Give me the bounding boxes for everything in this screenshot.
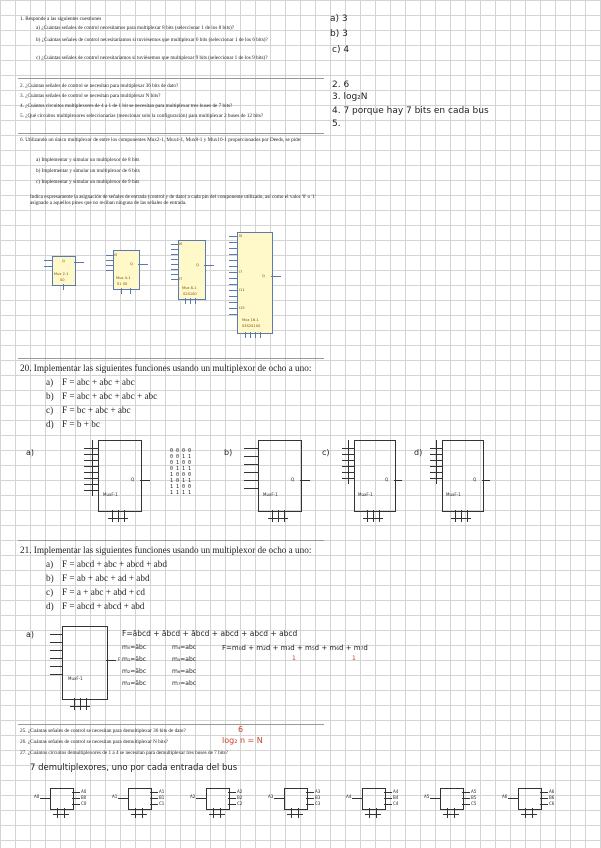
demux-select-bus (287, 814, 303, 815)
demux-output-label: A6 (549, 789, 555, 794)
demux-output-label: C2 (237, 801, 243, 806)
demux-output-line (540, 804, 548, 805)
answer-3: 3. log₂N (332, 92, 368, 102)
demux-output-line (150, 798, 158, 799)
demux-select-bus (521, 814, 537, 815)
demux-output-line (228, 804, 236, 805)
q1-text: 1. Responde a las siguientes cuestiones (20, 16, 102, 22)
demux-output-label: A5 (471, 789, 477, 794)
work21-out: F (118, 657, 121, 662)
q6a-text: a) Implementar y simular un multiplexor de 8 bits (36, 157, 140, 163)
work21-sum: F=m₀d + m₂d + m₃d + m₅d + m₆d + m₇d (222, 644, 368, 652)
mux8-1-q: Q (196, 263, 199, 267)
demux-select-bus (443, 814, 459, 815)
demux-input-line (118, 798, 128, 799)
truth-row: 0 1 0 0 (170, 460, 192, 466)
demux-output-label: C5 (471, 801, 477, 806)
mux16-1-i0: I0 (239, 234, 243, 238)
demux-select-line (298, 808, 299, 818)
truth-row: 0 0 1 1 (170, 454, 192, 460)
demux-box (518, 788, 542, 810)
mux2-1-label: Mux 2-1 (54, 272, 69, 276)
s21-a-label: a) (46, 559, 54, 569)
separator (18, 358, 324, 359)
demux-output-line (72, 804, 80, 805)
demux-output-label: A4 (393, 789, 399, 794)
demux-output-label: C6 (549, 801, 555, 806)
demux-output-line (462, 792, 470, 793)
q6b-text: b) Implementar y simular un multiplexor de 6 bits (36, 168, 140, 174)
separator (18, 724, 324, 725)
demux-output-label: B4 (393, 795, 399, 800)
s20-a-label: a) (46, 377, 54, 387)
demux-input-line (352, 798, 362, 799)
demux-select-line (213, 808, 214, 818)
demux-box (206, 788, 230, 810)
demux-select-bus (53, 814, 69, 815)
mux8-1-i7: I7 (179, 277, 183, 281)
demux-select-line (525, 808, 526, 818)
mux8-1-sel: S2S1S0 (183, 292, 197, 296)
mux16-1-i7: I7 (239, 270, 243, 274)
s20-fd: F = b + bc (62, 419, 100, 429)
demux-output-line (72, 792, 80, 793)
demux-output-label: A0 (81, 789, 87, 794)
a26-text: log₂ n = N (222, 736, 263, 745)
answer-c: c) 4 (332, 45, 350, 55)
mux16-1-q: Q (262, 274, 265, 278)
separator (18, 540, 324, 541)
s21-fb: F = ab + abc + ad + abd (62, 573, 150, 583)
truth-row: 1 1 0 0 (170, 484, 192, 490)
diag20-d-name: MuxF-1 (446, 492, 461, 497)
demux-select-line (369, 808, 370, 818)
mux4-1-label: Mux 4-1 (116, 276, 131, 280)
diag20-d-label: d) (414, 448, 423, 457)
diag20-a-mux (98, 440, 142, 512)
diag20-d-mux (442, 440, 484, 512)
mux8-1-i0: I0 (179, 242, 183, 246)
diag20-c-name: MuxF-1 (358, 492, 373, 497)
q4-text: 4. ¿Cuántos circuitos multiplexores de 4 a 1 de 1 bit se necesitan para multiplexar tres buses de 7 bits? (20, 103, 233, 109)
s21-fd: F = abcd + abcd + abd (62, 601, 145, 611)
mux2-1-sel: S0 (60, 278, 65, 282)
work21-m6: m₆=abc (172, 668, 197, 675)
diag20-c-label: c) (322, 448, 330, 457)
demux-output-line (462, 804, 470, 805)
demux-output-line (228, 792, 236, 793)
demux-input-label: A2 (190, 794, 196, 799)
demux-input-label: A5 (424, 794, 430, 799)
s21-b-label: b) (46, 573, 54, 583)
separator (18, 78, 324, 79)
section20-title: 20. Implementar las siguientes funciones usando un multiplexor de ocho a uno: (20, 363, 312, 373)
demux-select-bus (365, 814, 381, 815)
work21-mark: 1 (352, 655, 356, 662)
diag20-c-mux (354, 440, 396, 512)
demux-output-label: A2 (237, 789, 243, 794)
mux16-1-sel: S3S2S1S0 (242, 324, 261, 328)
demux-output-label: C0 (81, 801, 87, 806)
work21-mark: 1 (292, 655, 296, 662)
work21-m2: m₂=ābc (122, 668, 147, 675)
demux-select-line (142, 808, 143, 818)
demux-select-line (454, 808, 455, 818)
demux-select-line (64, 808, 65, 818)
demux-output-label: C3 (315, 801, 321, 806)
diag20-b-label: b) (224, 448, 233, 457)
mux8-1-chip (178, 240, 206, 300)
mux16-1-i15: I15 (239, 306, 245, 310)
answer-a: a) 3 (330, 14, 348, 24)
demux-output-line (150, 792, 158, 793)
a27-text: 7 demultiplexores, uno por cada entrada del bus (30, 763, 238, 773)
truth-row: 1 0 1 1 (170, 478, 192, 484)
demux-box (362, 788, 386, 810)
demux-output-line (306, 792, 314, 793)
work21-m1: m₁=ābc (122, 656, 147, 663)
demux-output-line (384, 798, 392, 799)
diag20-b-mux (258, 440, 302, 512)
demux-box (284, 788, 308, 810)
s20-c-label: c) (46, 405, 54, 415)
demux-output-label: B0 (81, 795, 87, 800)
demux-input-line (196, 798, 206, 799)
demux-output-label: B1 (159, 795, 165, 800)
diag20-a-name: MuxF-1 (103, 492, 118, 497)
diag20-b-q: Q (291, 477, 295, 482)
demux-input-label: A3 (268, 794, 274, 799)
work21-name: MuxF-1 (68, 676, 83, 681)
demux-output-line (306, 798, 314, 799)
diag20-a-label: a) (26, 448, 35, 457)
truth-row: 1 0 0 0 (170, 472, 192, 478)
q27-text: 27. ¿Cuántos circuitos demultiplexores de 1 a 4 se necesitan para demultiplexar tres buses de 7 bits? (20, 750, 228, 756)
demux-input-line (274, 798, 284, 799)
section21-title: 21. Implementar las siguientes funciones usando un multiplexor de ocho a uno: (20, 545, 312, 555)
s20-fc: F = bc + abc + abc (62, 405, 131, 415)
demux-output-label: C1 (159, 801, 165, 806)
truth-row: 1 1 1 1 (170, 490, 192, 496)
demux-output-line (540, 798, 548, 799)
work21-m3: m₃=ābc (122, 680, 147, 687)
work21-m7: m₇=abc (172, 680, 197, 687)
diag20-a-q: Q (131, 477, 135, 482)
mux4-1-i0: I0 (114, 253, 118, 257)
q1c-text: c) ¿Cuántas señales de control necesitaríamos si tuviésemos que multiplexar 9 bits (seleccionar 1 de los 9 bits)? (36, 55, 268, 61)
q3-text: 3. ¿Cuántas señales de control se necesitan para multiplexar N bits? (20, 93, 161, 99)
answer-2: 2. 6 (332, 80, 350, 90)
s20-b-label: b) (46, 391, 54, 401)
demux-select-line (376, 808, 377, 818)
separator (18, 133, 324, 134)
q6c-text: c) Implementar y simular un multiplexor de 9 bits (36, 179, 140, 185)
mux4-1-sel: S1 S0 (117, 282, 128, 286)
note-text: Indica expresamente la asignación de señales de entrada (control y de dato) a cada pin del componente utilizado, así como el valor '0' o '1' asignado a aquellos pines que no reciban ninguna de las señales de entrada. (30, 194, 316, 207)
mux16-1-label: Mux 16-1 (242, 318, 259, 322)
q6-text: 6. Utilizando un único multiplexor de entre los componentes Mux2-1, Mux4-1, Mux8-1 y Mux16-1 proporcionados por Deeds, se pide: (20, 137, 302, 143)
q5-text: 5. ¿Qué circuitos multiplexores seleccionarías (mencionar solo la configuración) para multiplexar 2 buses de 12 bits? (20, 113, 264, 119)
demux-select-line (532, 808, 533, 818)
demux-output-label: A1 (159, 789, 165, 794)
s20-fb: F = abc + abc + abc + abc (62, 391, 158, 401)
demux-select-line (57, 808, 58, 818)
q1b-text: b) ¿Cuántas señales de control necesitaríamos si tuviésemos que multiplexar 6 bits (seleccionar 1 de los 6 bits)? (36, 37, 268, 43)
answer-b: b) 3 (330, 29, 348, 39)
s21-d-label: d) (46, 601, 54, 611)
q2-text: 2. ¿Cuántas señales de control se necesitan para multiplexar 36 bits de dato? (20, 83, 179, 89)
truth-row: 0 1 1 1 (170, 466, 192, 472)
s21-fc: F = a + abc + abd + cd (62, 587, 145, 597)
q25-text: 25. ¿Cuántas señales de control se necesitan para demultiplexar 36 bits de dato? (20, 728, 186, 734)
diag20-b-name: MuxF-1 (263, 492, 278, 497)
s21-c-label: c) (46, 587, 54, 597)
truth-row: 0 0 0 0 (170, 448, 192, 454)
demux-output-label: C4 (393, 801, 399, 806)
answer-5: 5. (332, 119, 341, 129)
mux4-1-q: Q (130, 262, 133, 266)
demux-select-bus (209, 814, 225, 815)
q26-text: 26. ¿Cuántas señales de control se necesitan para demultiplexar N bits? (20, 739, 168, 745)
s20-fa: F = abc + abc + abc (62, 377, 135, 387)
demux-input-label: A1 (112, 794, 118, 799)
demux-output-line (384, 792, 392, 793)
answer-4: 4. 7 porque hay 7 bits en cada bus (332, 106, 489, 116)
demux-select-bus (131, 814, 147, 815)
demux-input-label: A0 (34, 794, 40, 799)
a25-text: 6 (238, 725, 244, 734)
work21-eq: F=ābcd + ābcd + ābcd + abcd + abcd + abcd (122, 629, 298, 638)
work21-mux (62, 626, 108, 700)
demux-output-line (228, 798, 236, 799)
demux-output-line (462, 798, 470, 799)
demux-input-line (508, 798, 518, 799)
demux-select-line (447, 808, 448, 818)
diag20-d-q: Q (473, 477, 477, 482)
demux-select-line (135, 808, 136, 818)
demux-output-line (306, 804, 314, 805)
demux-select-line (220, 808, 221, 818)
work21-m0: m₀=ābc (122, 644, 147, 651)
mux16-1-i11: I11 (239, 288, 245, 292)
work21-m5: m₅=abc (172, 656, 197, 663)
demux-output-line (540, 792, 548, 793)
demux-input-label: A4 (346, 794, 352, 799)
demux-box (50, 788, 74, 810)
mux2-1-q: Q (62, 259, 65, 263)
demux-select-line (291, 808, 292, 818)
demux-output-label: A3 (315, 789, 321, 794)
demux-input-line (430, 798, 440, 799)
s20-d-label: d) (46, 419, 54, 429)
work21-label: a) (26, 630, 35, 639)
demux-output-label: B5 (471, 795, 477, 800)
demux-output-line (150, 804, 158, 805)
truth-table (170, 448, 206, 496)
demux-input-label: A6 (502, 794, 508, 799)
demux-input-line (40, 798, 50, 799)
diag20-c-q: Q (385, 477, 389, 482)
demux-output-line (384, 804, 392, 805)
q1a-text: a) ¿Cuántas señales de control necesitamos para multiplexar 8 bits (seleccionar 1 de los 8 bits)? (36, 25, 235, 31)
s21-fa: F = abcd + abc + abcd + abd (62, 559, 167, 569)
demux-output-label: B6 (549, 795, 555, 800)
mux8-1-label: Mux 8-1 (182, 286, 197, 290)
demux-output-line (72, 798, 80, 799)
work21-m4: m₄=abc (172, 644, 197, 651)
demux-box (440, 788, 464, 810)
demux-output-label: B3 (315, 795, 321, 800)
demux-box (128, 788, 152, 810)
demux-output-label: B2 (237, 795, 243, 800)
